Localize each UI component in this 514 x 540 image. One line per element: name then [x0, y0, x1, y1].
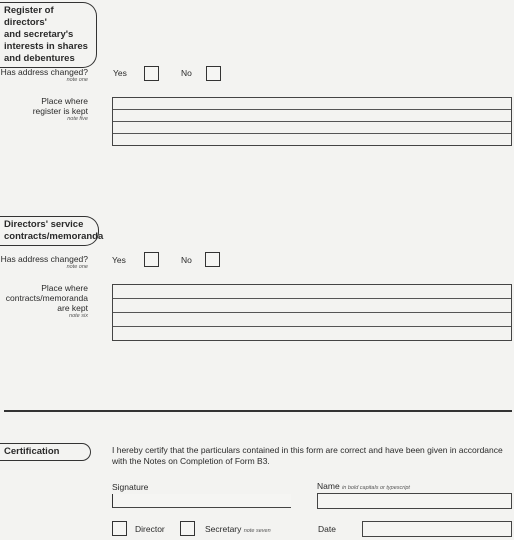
signature-field[interactable] — [112, 494, 291, 508]
service-address-changed-label: Has address changed? note one — [0, 254, 88, 270]
name-field[interactable] — [317, 493, 512, 509]
service-place-line[interactable] — [113, 313, 511, 327]
certification-section-tab — [0, 443, 91, 461]
register-tab-line-3: interests in shares — [4, 41, 88, 52]
name-label: Name in bold capitals or typescript — [317, 481, 410, 491]
register-place-line[interactable] — [113, 98, 511, 110]
certification-tab-title: Certification — [4, 446, 60, 457]
register-no-checkbox[interactable] — [206, 66, 221, 81]
service-place-label: Place where contracts/memoranda are kept note six — [0, 283, 88, 319]
register-no-label: No — [181, 68, 192, 78]
service-tab-line-2: contracts/memoranda — [4, 231, 104, 242]
service-place-field[interactable] — [112, 284, 512, 341]
register-tab-line-1: Register of directors' — [4, 5, 54, 28]
service-no-checkbox[interactable] — [205, 252, 220, 267]
secretary-note: note seven — [243, 528, 271, 534]
service-address-note: note one — [66, 264, 88, 270]
service-section-tab — [0, 216, 104, 246]
date-field[interactable] — [362, 521, 512, 537]
register-place-line[interactable] — [113, 122, 511, 134]
register-address-changed-label: Has address changed? note one — [0, 67, 88, 83]
register-place-note: note five — [67, 116, 88, 122]
register-place-field[interactable] — [112, 97, 512, 146]
register-yes-checkbox[interactable] — [144, 66, 159, 81]
service-place-line[interactable] — [113, 285, 511, 299]
register-address-note: note one — [66, 77, 88, 83]
service-place-line[interactable] — [113, 299, 511, 313]
register-tab-line-4: and debentures — [4, 53, 75, 64]
service-yes-label: Yes — [112, 255, 126, 265]
register-place-line[interactable] — [113, 134, 511, 145]
register-section-tab — [0, 2, 97, 68]
register-yes-label: Yes — [113, 68, 127, 78]
service-place-note: note six — [69, 313, 88, 319]
service-yes-checkbox[interactable] — [144, 252, 159, 267]
secretary-checkbox[interactable] — [180, 521, 195, 536]
section-divider — [4, 410, 512, 412]
date-label: Date — [318, 524, 336, 534]
service-no-label: No — [181, 255, 192, 265]
register-tab-line-2: and secretary's — [4, 29, 74, 40]
name-hint: in bold capitals or typescript — [342, 485, 410, 491]
signature-label: Signature — [112, 482, 149, 492]
register-place-line[interactable] — [113, 110, 511, 122]
service-tab-line-1: Directors' service — [4, 219, 84, 230]
director-checkbox[interactable] — [112, 521, 127, 536]
secretary-label: Secretary note seven — [205, 524, 271, 534]
register-place-label: Place where register is kept note five — [0, 96, 88, 122]
certification-statement: I hereby certify that the particulars contained in this form are correct and have been given in accordance with the Notes on Completion of Form B3. — [112, 445, 503, 466]
director-label: Director — [135, 524, 165, 534]
service-place-line[interactable] — [113, 327, 511, 340]
